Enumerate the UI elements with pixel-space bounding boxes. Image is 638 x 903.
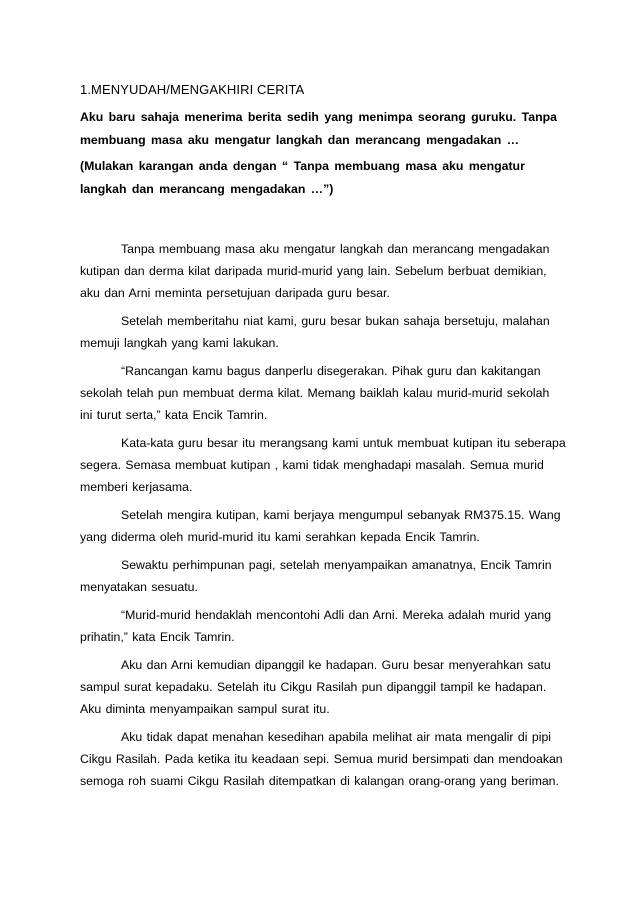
essay-paragraph: Setelah mengira kutipan, kami berjaya mengumpul sebanyak RM375.15. Wang yang diderma oleh murid-murid itu kami serahkan kepada Encik Tamrin. (80, 508, 561, 544)
essay-paragraph: Aku dan Arni kemudian dipanggil ke hadapan. Guru besar menyerahkan satu sampul surat kepadaku. Setelah itu Cikgu Rasilah pun dipanggil tampil ke hadapan. Aku diminta menyampaikan sampul surat itu. (80, 658, 551, 716)
essay-prompt: Aku baru sahaja menerima berita sedih yang menimpa seorang guruku. Tanpa membuang masa aku mengatur langkah dan merancang mengadakan … (80, 110, 557, 147)
essay-body (80, 238, 566, 798)
essay-paragraph: “Murid-murid hendaklah mencontohi Adli dan Arni. Mereka adalah murid yang prihatin,” kata Encik Tamrin. (80, 608, 552, 644)
essay-heading: 1.MENYUDAH/MENGAKHIRI CERITA (80, 82, 305, 97)
essay-paragraph: “Rancangan kamu bagus danperlu disegerakan. Pihak guru dan kakitangan sekolah telah pun membuat derma kilat. Memang baiklah kalau murid-murid sekolah ini turut serta,” kata Encik Tamrin. (80, 364, 550, 422)
essay-paragraph: Sewaktu perhimpunan pagi, setelah menyampaikan amanatnya, Encik Tamrin menyatakan sesuatu. (80, 558, 552, 594)
essay-paragraph: Aku tidak dapat menahan kesedihan apabila melihat air mata mengalir di pipi Cikgu Rasilah. Pada ketika itu keadaan sepi. Semua murid bersimpati dan mendoakan semoga roh suami Cikgu Rasilah ditempatkan di kalangan orang-orang yang beriman. (80, 730, 563, 788)
essay-paragraph: Kata-kata guru besar itu merangsang kami untuk membuat kutipan itu seberapa segera. Semasa membuat kutipan , kami tidak menghadapi masalah. Semua murid memberi kerjasama. (80, 436, 566, 494)
essay-paragraph: Setelah memberitahu niat kami, guru besar bukan sahaja bersetuju, malahan memuji langkah yang kami lakukan. (80, 314, 550, 350)
essay-paragraph: Tanpa membuang masa aku mengatur langkah dan merancang mengadakan kutipan dan derma kilat daripada murid-murid yang lain. Sebelum berbuat demikian, aku dan Arni meminta persetujuan daripada guru besar. (80, 242, 550, 300)
essay-instruction: (Mulakan karangan anda dengan “ Tanpa membuang masa aku mengatur langkah dan merancang mengadakan …”) (80, 159, 525, 196)
